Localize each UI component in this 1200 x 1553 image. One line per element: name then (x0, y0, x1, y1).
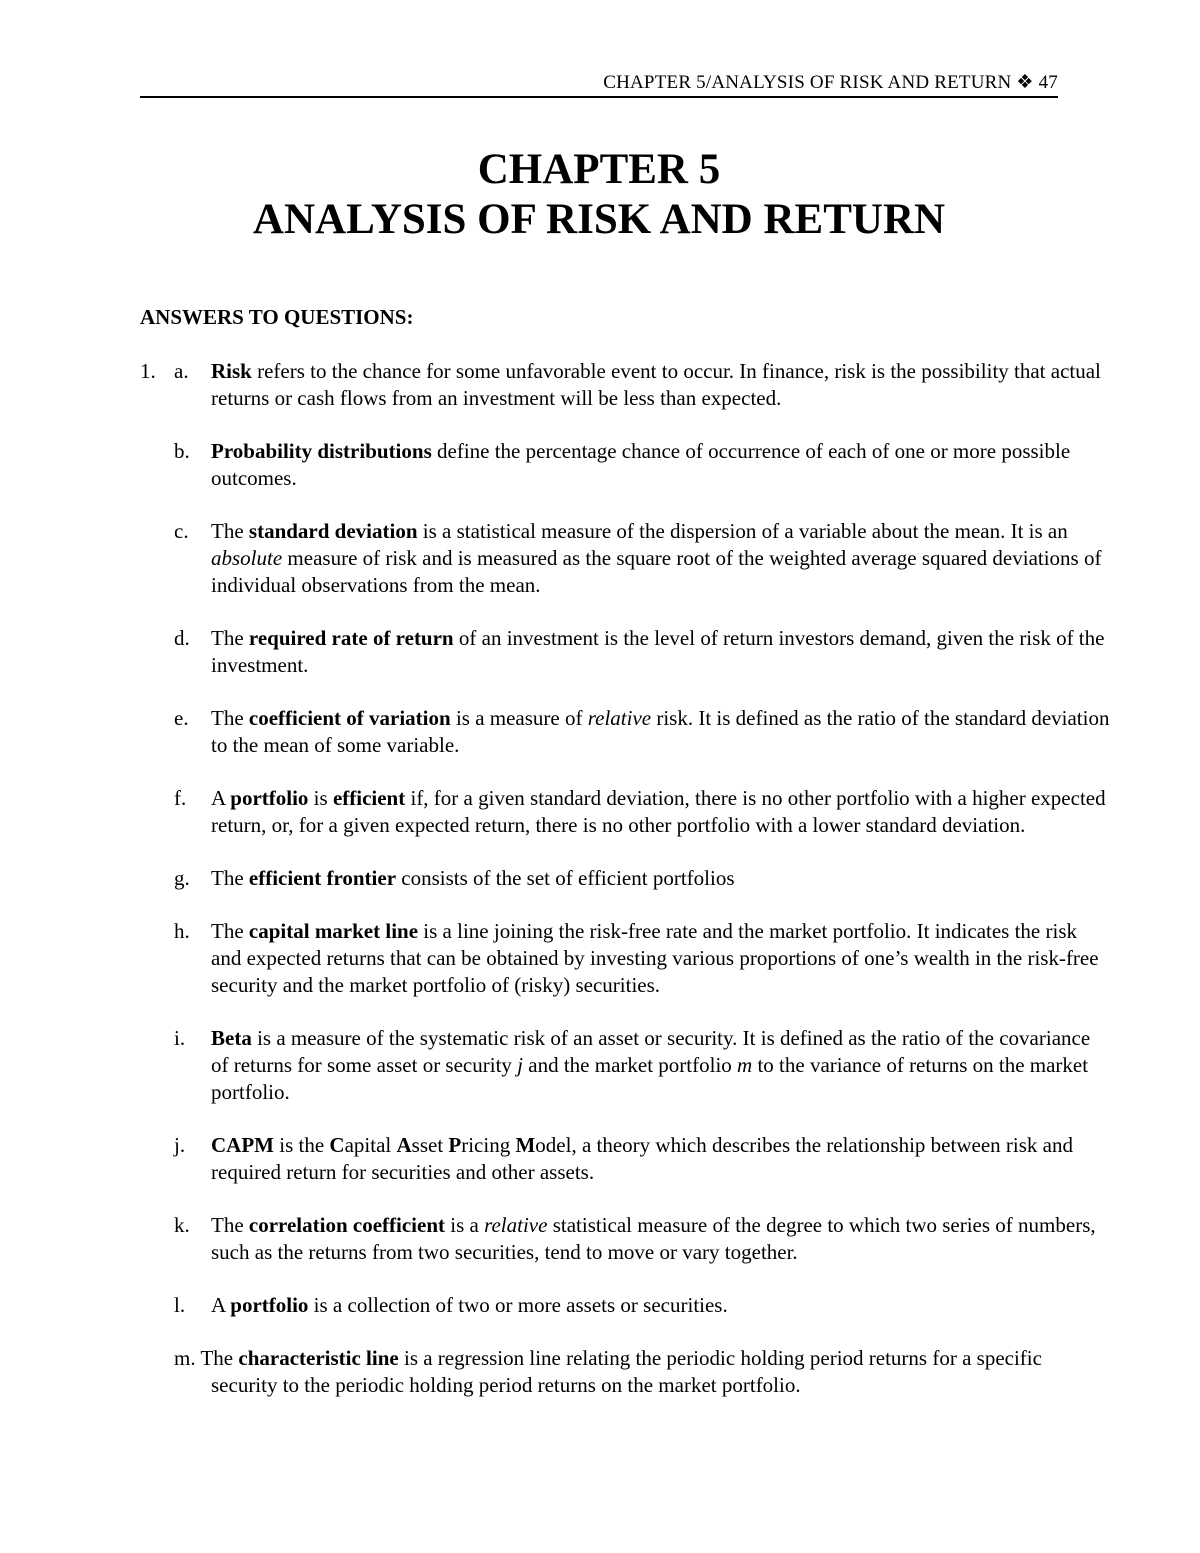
answer-letter: k. (174, 1213, 190, 1237)
answer-text-run: odel, a theory which describes the relationship between risk and required return for securities and other assets. (211, 1133, 1073, 1184)
answer-text-run: The (200, 1346, 239, 1370)
italic-term: absolute (211, 546, 283, 570)
answer-text-run: statistical measure of the degree to which two series of numbers, such as the returns from two securities, tend to move or vary together. (211, 1213, 1096, 1264)
answer-text-run: is a measure of the systematic risk of an asset or security. It is defined as the ratio of the covariance of returns for some asset or security (211, 1026, 1091, 1077)
answer-letter: g. (174, 866, 190, 890)
answer-item (0, 1132, 1200, 1186)
answer-text-run: is a regression line relating the periodic holding period returns for a specific security to the periodic holding period returns on the market portfolio. (211, 1346, 1042, 1397)
answer-item (0, 918, 1200, 999)
bold-term: characteristic line (238, 1346, 399, 1370)
bold-term: portfolio (230, 1293, 309, 1317)
answer-letter: i. (174, 1026, 186, 1050)
bold-term: Risk (211, 359, 252, 383)
running-header: CHAPTER 5/ANALYSIS OF RISK AND RETURN ❖ 47 (603, 72, 1058, 93)
answer-text-run: ricing (461, 1133, 516, 1157)
italic-term: relative (484, 1213, 548, 1237)
answer-item (0, 705, 1200, 759)
answers-list (0, 358, 1200, 1425)
question-number: 1. (140, 359, 156, 383)
bold-term: capital market line (248, 919, 419, 943)
answer-letter: e. (174, 706, 189, 730)
section-heading: ANSWERS TO QUESTIONS: (140, 305, 414, 329)
answer-text-run: risk. It is defined as the ratio of the standard deviation to the mean of some variable. (211, 706, 1110, 757)
answer-letter: m. (174, 1346, 196, 1370)
answer-letter: b. (174, 439, 190, 463)
header-rule (140, 96, 1058, 98)
bold-term: A (396, 1133, 412, 1157)
answer-text-run: is a line joining the risk-free rate and the market portfolio. It indicates the risk and expected returns that can be obtained by investing various proportions of one’s wealth in the risk-free security and the market portfolio of (risky) securities. (211, 919, 1099, 997)
answer-item (0, 785, 1200, 839)
bold-term: M (515, 1133, 536, 1157)
answer-item (0, 1025, 1200, 1106)
answer-text (211, 1212, 1111, 1266)
answer-letter: d. (174, 626, 190, 650)
answer-text (211, 918, 1111, 999)
answer-text (174, 1345, 1111, 1399)
answer-text-run: The (211, 866, 249, 890)
bold-term: efficient frontier (248, 866, 397, 890)
answer-text-run: define the percentage chance of occurrence of each of one or more possible outcomes. (211, 439, 1071, 490)
answer-letter: a. (174, 359, 189, 383)
answer-letter: l. (174, 1293, 186, 1317)
bold-term: standard deviation (248, 519, 418, 543)
answer-text (211, 785, 1111, 839)
answer-text-run: and the market portfolio (523, 1053, 738, 1077)
answer-item (0, 358, 1200, 412)
answer-text-run: sset (411, 1133, 449, 1157)
bold-term: P (448, 1133, 462, 1157)
answer-letter: h. (174, 919, 190, 943)
answer-item (0, 1345, 1200, 1399)
answer-text-run: of an investment is the level of return investors demand, given the risk of the investment. (211, 626, 1105, 677)
answer-text (211, 358, 1111, 412)
answer-text (211, 705, 1111, 759)
answer-text-run: The (211, 626, 249, 650)
answer-text-run: is the (273, 1133, 330, 1157)
italic-term: m (737, 1053, 753, 1077)
bold-term: CAPM (211, 1133, 274, 1157)
answer-item (0, 625, 1200, 679)
chapter-title (140, 145, 1058, 245)
answer-item (0, 1292, 1200, 1319)
bold-term: efficient (332, 786, 406, 810)
answer-text-run: is a measure of (450, 706, 588, 730)
answer-text-run: A (211, 786, 231, 810)
bold-term: coefficient of variation (248, 706, 451, 730)
answer-text-run: is a statistical measure of the dispersion of a variable about the mean. It is an (417, 519, 1068, 543)
answer-item (0, 518, 1200, 599)
answer-text-run: is (308, 786, 333, 810)
answer-text (211, 518, 1111, 599)
answer-text-run: The (211, 706, 249, 730)
bold-term: portfolio (230, 786, 309, 810)
answer-letter: f. (174, 786, 187, 810)
bold-term: Probability distributions (211, 439, 432, 463)
answer-text-run: if, for a given standard deviation, there is no other portfolio with a higher expected return, or, for a given expected return, there is no other portfolio with a lower standard deviation. (211, 786, 1106, 837)
answer-text-run: consists of the set of efficient portfolios (396, 866, 735, 890)
answer-text-run: is a (445, 1213, 485, 1237)
answer-text-run: The (211, 1213, 249, 1237)
chapter-name: ANALYSIS OF RISK AND RETURN (252, 196, 946, 243)
answer-text-run: is a collection of two or more assets or securities. (308, 1293, 728, 1317)
answer-text (211, 865, 1111, 892)
answer-text (211, 1025, 1111, 1106)
answer-letter: j. (174, 1133, 186, 1157)
bold-term: Beta (211, 1026, 252, 1050)
answer-text (211, 625, 1111, 679)
italic-term: relative (587, 706, 652, 730)
answer-item (0, 438, 1200, 492)
answer-text-run: The (211, 519, 249, 543)
answer-text-run: The (211, 919, 249, 943)
answer-letter: c. (174, 519, 189, 543)
answer-item (0, 865, 1200, 892)
bold-term: C (329, 1133, 345, 1157)
answer-text (211, 1132, 1111, 1186)
italic-term: j (517, 1053, 524, 1077)
chapter-number: CHAPTER 5 (477, 146, 721, 193)
answer-item (0, 1212, 1200, 1266)
bold-term: correlation coefficient (248, 1213, 446, 1237)
answer-text (211, 1292, 1111, 1319)
answer-text-run: apital (344, 1133, 397, 1157)
answer-text-run: to the variance of returns on the market portfolio. (211, 1053, 1089, 1104)
answer-text-run: refers to the chance for some unfavorable event to occur. In finance, risk is the possibility that actual returns or cash flows from an investment will be less than expected. (211, 359, 1101, 410)
answer-text-run: measure of risk and is measured as the square root of the weighted average squared deviations of individual observations from the mean. (211, 546, 1102, 597)
bold-term: required rate of return (248, 626, 454, 650)
answer-text-run: A (211, 1293, 231, 1317)
answer-text (211, 438, 1111, 492)
